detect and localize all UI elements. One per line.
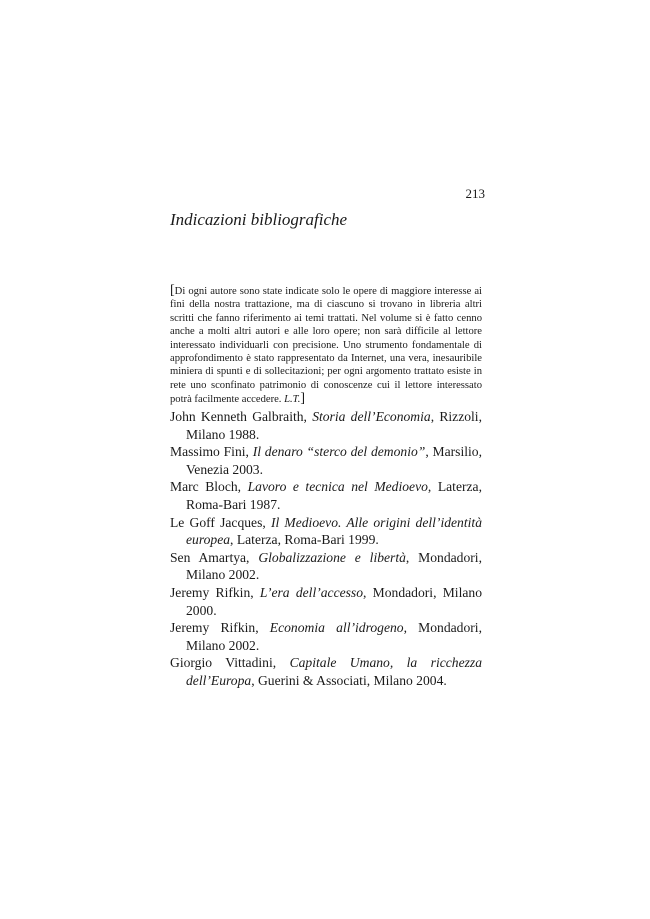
bibliography-entry bbox=[170, 654, 482, 689]
entry-title: L’era dell’accesso bbox=[259, 584, 364, 600]
entry-title: Capitale Umano, la ricchezza dell’Europa bbox=[186, 655, 482, 688]
intro-note bbox=[170, 284, 482, 407]
bibliography-entry bbox=[170, 584, 482, 619]
bibliography-list bbox=[170, 408, 482, 690]
entry-title: Storia dell’Economia bbox=[312, 409, 431, 424]
bibliography-entry bbox=[170, 478, 482, 513]
entry-author: John Kenneth Galbraith, bbox=[170, 409, 313, 424]
intro-open-bracket: [ bbox=[170, 283, 175, 298]
intro-initials: L.T. bbox=[284, 394, 301, 406]
entry-author: Marc Bloch, bbox=[170, 479, 248, 495]
page-number: 213 bbox=[465, 186, 485, 201]
entry-author: Giorgio Vittadini, bbox=[170, 655, 290, 671]
intro-close-bracket: ] bbox=[300, 391, 306, 407]
entry-title: Il denaro “sterco del demonio” bbox=[252, 444, 426, 460]
entry-details: , Laterza, Roma-Bari 1999. bbox=[230, 532, 379, 548]
entry-author: Massimo Fini, bbox=[170, 444, 253, 460]
entry-author: Jeremy Rifkin, bbox=[170, 584, 260, 600]
bibliography-entry bbox=[170, 619, 482, 654]
entry-details: , Mondadori, Milano 2000. bbox=[186, 584, 482, 618]
bibliography-entry bbox=[170, 408, 482, 443]
bibliography-entry bbox=[170, 443, 482, 478]
entry-details: , Laterza, Roma-Bari 1987. bbox=[186, 479, 482, 512]
entry-details: , Guerini & Associati, Milano 2004. bbox=[251, 672, 447, 688]
entry-author: Le Goff Jacques, bbox=[170, 514, 271, 530]
entry-details: , Mondadori, Milano 2002. bbox=[186, 549, 482, 583]
entry-author: Jeremy Rifkin, bbox=[170, 620, 270, 636]
entry-details: , Rizzoli, Milano 1988. bbox=[186, 409, 482, 442]
entry-details: , Mondadori, Milano 2002. bbox=[186, 620, 482, 653]
bibliography-entry bbox=[170, 514, 482, 549]
entry-title: Globalizzazione e libertà bbox=[258, 549, 406, 565]
intro-text: Di ogni autore sono state indicate solo le opere di maggiore interesse ai fini della nostra trattazione, ma di ciascuno si trovano in libreria altri scritti che fanno riferimento ai temi trattati. Nel volume si è fatto cenno anche a molti altri autori e alle loro opere; non sarà difficile al lettore interessato individuarli con precisione. Uno strumento fondamentale di approfondimento è stato rappresentato da Internet, una vera, inesauribile miniera di spunti e di sollecitazioni; per ogni argomento trattato esiste in rete uno sconfinato patrimonio di conoscenze cui il lettore interessato potrà facilmente accedere. bbox=[170, 286, 482, 406]
section-title: Indicazioni bibliografiche bbox=[170, 210, 348, 229]
entry-title: Economia all’idrogeno bbox=[269, 620, 404, 636]
entry-title: Il Medioevo. Alle origini dell’identità europea bbox=[186, 514, 482, 548]
bibliography-entry bbox=[170, 549, 482, 584]
entry-author: Sen Amartya, bbox=[170, 549, 259, 565]
entry-details: , Marsilio, Venezia 2003. bbox=[186, 444, 482, 477]
entry-title: Lavoro e tecnica nel Medioevo bbox=[247, 479, 428, 495]
